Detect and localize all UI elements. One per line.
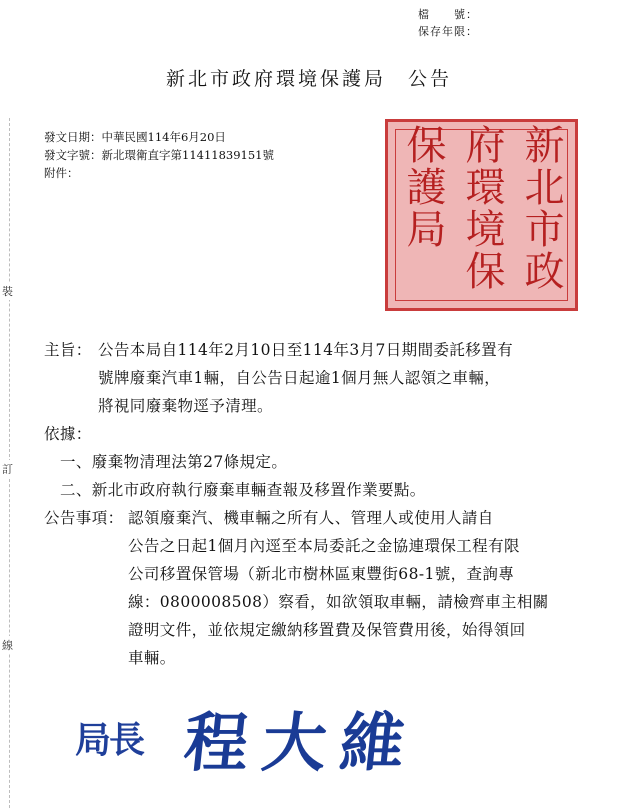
- basis-item: 二、新北市政府執行廢棄車輛查報及移置作業要點。: [60, 481, 426, 499]
- subject-line: 公告本局自114年2月10日至114年3月7日期間委託移置有: [98, 341, 513, 359]
- agency-name: 新北市政府環境保護局: [165, 68, 386, 90]
- signature-title: 局長: [75, 719, 144, 761]
- notice-label: 公告事項：: [44, 509, 124, 527]
- binding-mark-ding: 訂: [2, 460, 13, 478]
- seal-char: 新北市政: [518, 124, 564, 292]
- seal-char: 府環境保: [459, 124, 505, 292]
- subject-line: 號牌廢棄汽車1輛，自公告日起逾1個月無人認領之車輛，: [98, 369, 501, 387]
- issue-date: 發文日期：中華民國114年6月20日: [44, 130, 226, 144]
- basis-label: 依據：: [44, 425, 92, 443]
- archive-fields: [418, 6, 478, 40]
- document-number: 發文字號：新北環衛直字第11411839151號: [44, 148, 274, 162]
- subject-label: 主旨：: [44, 341, 92, 359]
- document-type: 公告: [408, 68, 453, 90]
- basis-item: 一、廢棄物清理法第27條規定。: [60, 453, 288, 471]
- attachment-label: 附件：: [44, 166, 79, 180]
- signature-name: 程大維: [180, 706, 423, 781]
- notice-line: 認領廢棄汽、機車輛之所有人、管理人或使用人請自: [128, 509, 494, 527]
- binding-mark-xian: 線: [2, 636, 13, 654]
- subject-line: 將視同廢棄物逕予清理。: [98, 397, 273, 415]
- notice-line: 車輛。: [128, 649, 176, 667]
- document-title: [0, 64, 618, 91]
- notice-line: 線：0800008508）察看，如欲領取車輛，請檢齊車主相關: [128, 593, 549, 611]
- notice-line: 公告之日起1個月內逕至本局委託之金協連環保工程有限: [128, 537, 520, 555]
- notice-line: 公司移置保管場（新北市樹林區東豐街68-1號，查詢專: [128, 565, 515, 583]
- official-seal: [385, 119, 578, 311]
- seal-char: 保護局: [400, 124, 446, 292]
- seal-column-1: [512, 124, 570, 292]
- document-meta: [44, 128, 274, 182]
- file-number-label: 檔 號：: [418, 8, 478, 21]
- binding-mark-zhuang: 裝: [2, 282, 13, 300]
- seal-column-2: [453, 124, 511, 292]
- notice-line: 證明文件，並依規定繳納移置費及保管費用後，始得領回: [128, 621, 526, 639]
- seal-column-3: [394, 124, 452, 292]
- retention-period-label: 保存年限：: [418, 25, 478, 38]
